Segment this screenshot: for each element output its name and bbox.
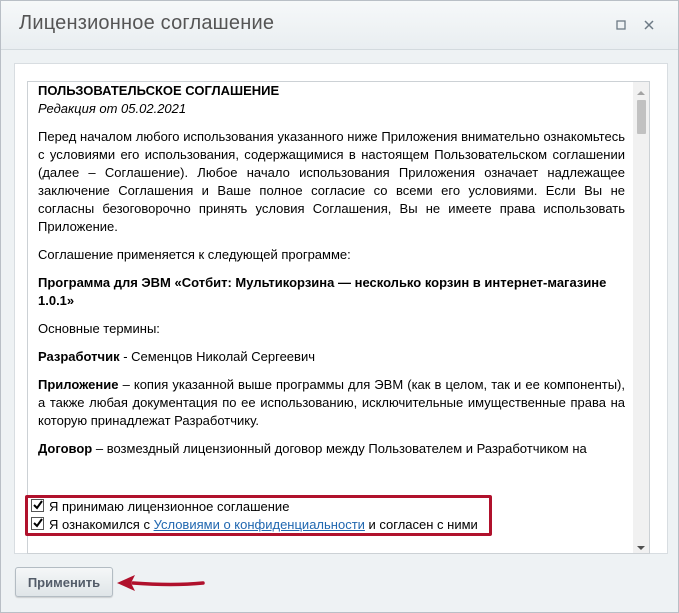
agreement-text	[38, 82, 625, 458]
accept-privacy-row	[31, 517, 478, 535]
paragraph: Перед началом любого использования указанного ниже Приложения внимательно ознакомьтесь с условиями его использования, содержащимися в настоящем Пользовательском соглашении (далее – Соглашение). Любое начало использования Приложения означает надлежащее заключение Соглашения и Ваше полное согласие со всеми его условиями. Если Вы не согласны безоговорочно принять условия Соглашения, Вы не имеете права использовать Приложение.	[38, 129, 625, 234]
vertical-scrollbar[interactable]	[633, 82, 649, 553]
title-bar	[1, 1, 678, 50]
scroll-up-icon[interactable]	[636, 85, 646, 95]
term-name: Разработчик	[38, 349, 120, 364]
dialog-title: Лицензионное соглашение	[19, 12, 275, 34]
accept-privacy-prefix[interactable]: Я ознакомился с	[49, 517, 154, 532]
maximize-icon[interactable]	[612, 16, 630, 34]
term-name: Договор	[38, 441, 93, 456]
scroll-down-icon[interactable]	[636, 540, 646, 550]
dialog-content	[14, 63, 668, 554]
privacy-terms-link[interactable]: Условиями о конфиденциальности	[153, 517, 365, 532]
term-developer	[38, 348, 625, 366]
agreement-text-area[interactable]	[27, 81, 650, 554]
apply-button[interactable]: Применить	[15, 567, 113, 597]
term-definition: - Семенцов Николай Сергеевич	[119, 349, 315, 364]
accept-license-row	[31, 499, 289, 517]
terms-heading: Основные термины:	[38, 321, 160, 336]
agreement-heading: ПОЛЬЗОВАТЕЛЬСКОЕ СОГЛАШЕНИЕ	[38, 83, 280, 98]
program-name: Программа для ЭВМ «Сотбит: Мультикорзина — несколько корзин в интернет-магазине 1.0.1»	[38, 275, 607, 308]
accept-privacy-suffix[interactable]: и согласен с ними	[364, 517, 478, 532]
red-arrow-icon	[113, 571, 205, 595]
term-contract	[38, 440, 625, 458]
term-definition: – возмездный лицензионный договор между Пользователем и Разработчиком на	[92, 441, 587, 456]
close-icon[interactable]	[640, 16, 658, 34]
scroll-thumb[interactable]	[637, 100, 646, 134]
accept-license-label[interactable]: Я принимаю лицензионное соглашение	[49, 499, 290, 514]
edition-date: Редакция от 05.02.2021	[38, 101, 187, 116]
term-name: Приложение	[38, 377, 119, 392]
term-definition: – копия указанной выше программы для ЭВМ (как в целом, так и ее компоненты), а также любая документация по ее использованию, исключительные имущественные права на которую принадлежат Разработчику.	[38, 377, 625, 428]
accept-privacy-checkbox[interactable]	[31, 517, 44, 530]
accept-license-checkbox[interactable]	[31, 499, 44, 512]
term-application	[38, 376, 625, 430]
paragraph: Соглашение применяется к следующей программе:	[38, 247, 351, 262]
